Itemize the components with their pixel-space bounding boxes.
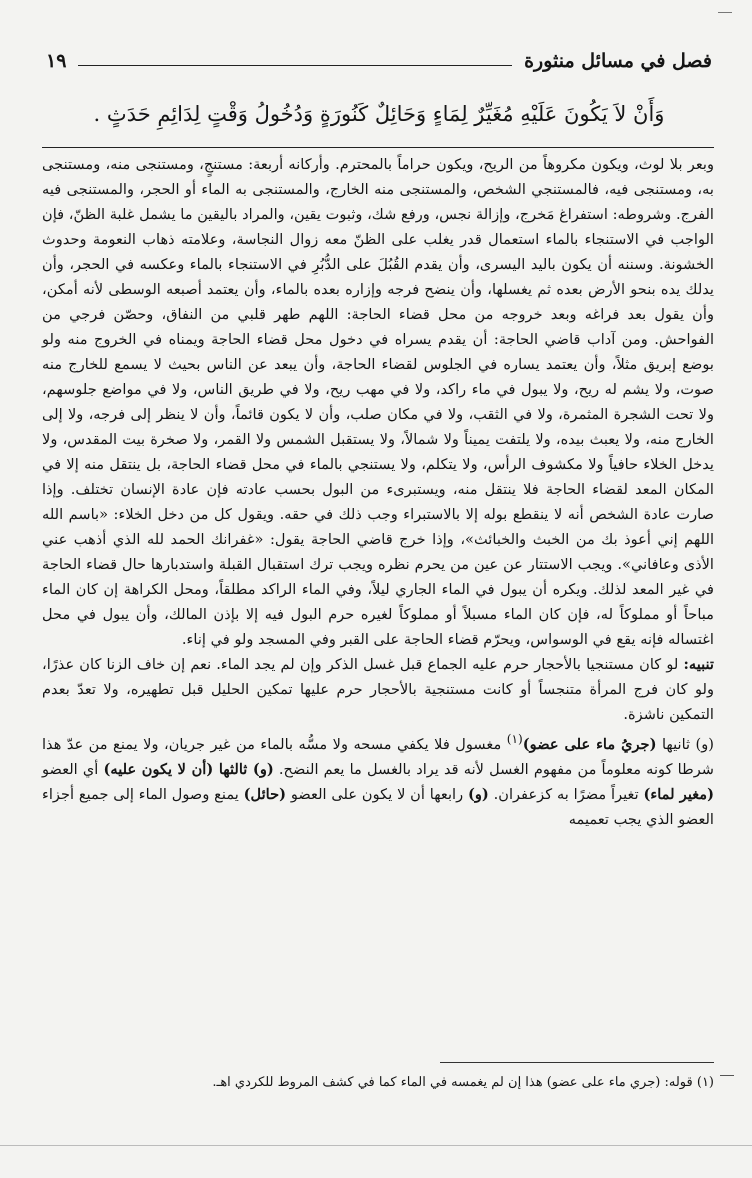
cond-text-i: رابعها أن لا يكون على العضو [286,785,468,803]
footnote [42,1072,714,1094]
paragraph-conditions [42,727,714,832]
tanbih-label: تنبيه: [683,656,714,673]
cond-bold-f: (مغير لماء) [643,785,714,803]
running-header [46,46,712,76]
cond-text-g: تغيراً مضرًا به كزعفران. [488,785,644,803]
paragraph-tanbih [42,652,714,727]
cond-text-a: (و) ثانيها [656,735,714,753]
cond-text-c: مغسول فلا يكفي مسحه ولا مسُّه بالماء من غير جريان، ولا يمنع من عدّ هذا شرطا كونه معلوماً من مفهوم الغسل لأنه قد يراد بالغسل ما يعم النضح. [42,735,714,778]
header-rule [78,65,512,66]
footnote-text: قوله: (جري ماء على عضو) هذا إن لم يغمسه في الماء كما في كشف المروط للكردي اهـ. [212,1075,693,1090]
footnote-number: (١) [696,1075,714,1090]
cond-bold-h: (و) [467,785,489,803]
footnote-ref: (١) [506,732,523,746]
main-verse: وَأَنْ لاَ يَكُونَ عَلَيْهِ مُغَيِّرٌ لِمَاءٍ وَحَائِلٌ كَنُورَةٍ وَدُخُولُ وَقْتٍ لِدَائِمِ حَدَثٍ . [93,102,665,126]
tanbih-text: لو كان مستنجيا بالأحجار حرم عليه الجماع قبل غسل الذكر وإن لم يجد الماء. نعم إن خاف الزنا كان عذرًا، ولو كان فرج المرأة متنجساً أو كانت مستنجية بالأحجار حرم عليها تمكين الحليل قبل تطهيره، ولا تعدّ بعدم التمكين ناشزة. [42,656,714,723]
margin-mark [718,12,732,13]
paragraph-istinja: وبعر بلا لوث، ويكون مكروهاً من الريح، ويكون حراماً بالمحترم. وأركانه أربعة: مستنجٍ، ومستنجى منه، ومستنجى به، ومستنجى فيه، فالمستنجي الشخص، والمستنجى منه الخارج، والمستنجى به الماء أو الحجر، والمستنجى فيه الفرج. وشروطه: استفراغ مَخرج، وإزالة نجس، ورفع شك، وثبوت يقين، والمراد باليقين ما يشمل غلبة الظنّ، فإن الواجب في الاستنجاء بالماء استعمال قدر يغلب على الظنّ معه زوال النجاسة، وعلامته ذهاب النعومة وحدوث الخشونة. وسننه أن يكون باليد اليسرى، وأن يقدم القُبُلَ على الدُّبُرِ في الاستنجاء بالماء وعكسه في الحجر، وأن يدلك يده بنحو الأرض بعده ثم يغسلها، وأن ينضح فرجه وإزاره بعده بالماء، وأن يعتمد أصبعه الوسطى لأنه أمكن، وأن يقول بعد فراغه وبعد خروجه من محل قضاء الحاجة: اللهم طهر قلبي من النفاق، وحصّن فرجي من الفواحش. ومن آداب قاضي الحاجة: أن يقدم يسراه في دخول محل قضاء الحاجة ويمناه في الخروج منه ولو بوضع إبريق مثلاً، وأن يعتمد يساره في الجلوس لقضاء الحاجة، وأن يبعد عن الناس بحيث لا يسمع للخارج منه صوت، ولا يشم له ريح، ولا يبول في ماء راكد، ولا في مهب ريح، ولا في طريق الناس، ولا في مواضع جلوسهم، ولا تحت الشجرة المثمرة، ولا في الثقب، ولا في مكان صلب، وأن لا يكون قائماً، وأن لا ينظر إلى فرجه، ولا إلى الخارج منه، ولا يعبث بيده، ولا يلتفت يميناً ولا شمالاً، ولا يستقبل الشمس ولا القمر، ولا صخرة بيت المقدس، ولا يدخل الخلاء حافياً ولا مكشوف الرأس، ولا يتكلم، ولا يستنجي بالماء في محل قضاء الحاجة، بل ينتقل منه إلا في المكان المعد لقضاء الحاجة فلا ينتقل منه، ويستبرىء من البول بحسب عادته فإن عادة الإنسان تختلف. وإذا صارت عادة الشخص أنه لا ينقطع بوله إلا بالاستبراء وجب ذلك في حقه. ويقول كل من دخل الخلاء: «باسم الله اللهم إني أعوذ بك من الخبث والخبائث»، وإذا خرج قاضي الحاجة يقول: «غفرانك الحمد لله الذي أذهب عني الأذى وعافاني». ويجب الاستتار عن عين من يحرم نظره ويجب ترك استقبال القبلة واستدبارها حال قضاء الحاجة في غير المعد لذلك. ويكره أن يبول في الماء الجاري ليلاً، وفي الماء الراكد مطلقاً، ومحل الكراهة إن كان الماء مباحاً أو مملوكاً له، فإن كان الماء مسبلاً أو مملوكاً لغيره حرم البول فيه إلا بإذن المالك، وأن يبول في محل اغتساله فإنه يقع في الوسواس، ويحرّم قضاء الحاجة على القبر وفي المسجد ولو في إناء. [42,156,714,648]
commentary-text [42,152,714,832]
separator-line [42,147,714,148]
cond-text-k: يمنع وصول الماء إلى جميع أجزاء العضو الذي يجب تعميمه [42,785,714,828]
chapter-title: فصل في مسائل منثورة [524,50,712,72]
cond-bold-b: (جريُ ماء على عضو) [522,735,657,753]
cond-text-e: أي العضو [42,760,104,778]
cond-bold-j: (حائل) [243,785,287,803]
page-edge [0,1145,752,1146]
margin-mark [720,1075,734,1076]
page-number: ١٩ [46,50,67,72]
footnote-rule [440,1062,714,1063]
cond-bold-d: (و) ثالثها (أن لا يكون عليه) [103,760,274,778]
